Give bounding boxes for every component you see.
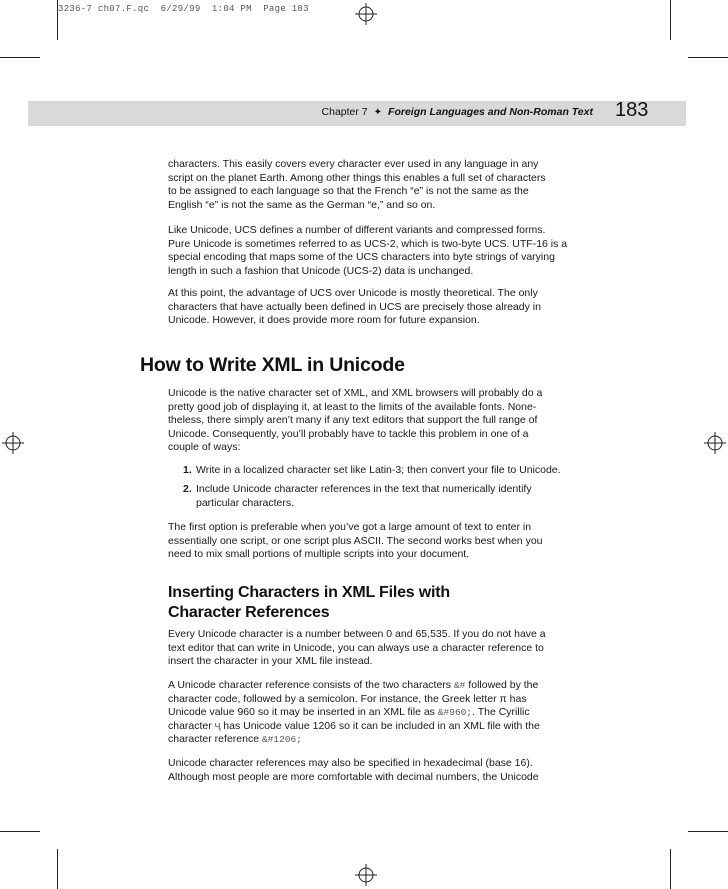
text-run: A Unicode character reference consists of the two characters — [168, 679, 454, 691]
paragraph — [168, 679, 590, 747]
crop-mark — [57, 0, 58, 40]
header-chapter: Chapter 7 — [321, 106, 368, 118]
subsection-heading — [168, 583, 450, 623]
text-line: Every Unicode character is a number between 0 and 65,535. If you do not have a — [168, 628, 546, 640]
list-text: Include Unicode character references in the text that numerically identify — [196, 483, 532, 495]
text-line: to be assigned to each language so that the French “e” is not the same as the — [168, 185, 529, 197]
text-line: essentially one script, or one script plus ASCII. The second works best when you — [168, 534, 543, 547]
registration-mark-icon — [355, 864, 377, 886]
print-slug: 3236-7 ch07.F.qc 6/29/99 1:04 PM Page 183 — [58, 4, 309, 14]
text-line: Like Unicode, UCS defines a number of different variants and compressed forms. — [168, 224, 546, 236]
text-run: character reference — [168, 733, 262, 745]
crop-mark — [670, 849, 671, 889]
text-run: character — [168, 719, 215, 732]
page-number: 183 — [615, 99, 649, 121]
registration-mark-icon — [2, 432, 24, 454]
paragraph — [168, 387, 590, 455]
text-line: Pure Unicode is sometimes referred to as UCS-2, which is two-byte UCS. UTF-16 is a — [168, 237, 568, 250]
text-line: insert the character in your XML file instead. — [168, 655, 373, 667]
text-line: length in such a fashion that Unicode (UCS-2) data is unchanged. — [168, 264, 474, 277]
registration-mark-icon — [704, 432, 726, 454]
text-line: Unicode is the native character set of XML, and XML browsers will probably do a — [168, 387, 543, 399]
text-line: pretty good job of displaying it, at least to the limits of the available fonts. None- — [168, 400, 537, 413]
text-line: characters. This easily covers every character ever used in any language in any — [168, 158, 539, 170]
text-line: text editor that can write in Unicode, you can always use a character reference to — [168, 641, 544, 654]
crop-mark — [688, 57, 728, 58]
list-number: 1. — [183, 464, 192, 476]
text-line — [168, 720, 590, 734]
text-line: The first option is preferable when you’ve got a large amount of text to enter in — [168, 521, 532, 533]
list-item — [183, 483, 589, 510]
text-line: theless, there simply aren’t many if any text editors that support the full range of — [168, 414, 538, 426]
text-run: . The Cyrillic — [472, 706, 530, 718]
text-line: character code, followed by a semicolon. For instance, the Greek letter π has — [168, 692, 527, 705]
cyrillic-glyph: Ҷ — [214, 720, 221, 732]
running-header — [322, 106, 593, 118]
text-line: need to mix small portions of multiple scripts into your document. — [168, 548, 470, 560]
paragraph — [168, 287, 590, 328]
section-heading: How to Write XML in Unicode — [140, 354, 405, 376]
code-snippet: &#1206; — [261, 734, 302, 745]
text-line: Although most people are more comfortable with decimal numbers, the Unicode — [168, 770, 539, 783]
header-separator-icon: ✦ — [373, 107, 383, 118]
list-item — [183, 464, 589, 478]
text-line: couple of ways: — [168, 441, 241, 453]
code-snippet: &# — [453, 680, 466, 691]
heading-line: Inserting Characters in XML Files with — [168, 584, 450, 601]
text-line — [168, 733, 590, 747]
text-line: Unicode character references may also be specified in hexadecimal (base 16). — [168, 757, 533, 769]
list-number: 2. — [183, 483, 192, 495]
list-text: Write in a localized character set like Latin-3; then convert your file to Unicode. — [196, 464, 561, 476]
text-line: Unicode. However, it does provide more room for future expansion. — [168, 314, 480, 326]
code-snippet: &#960; — [437, 707, 473, 718]
crop-mark — [0, 831, 40, 832]
paragraph — [168, 158, 590, 212]
text-line: characters that have actually been defined in UCS are precisely those already in — [168, 300, 541, 313]
crop-mark — [0, 57, 40, 58]
text-line: script on the planet Earth. Among other things this enables a full set of characters — [168, 171, 546, 184]
text-line — [168, 706, 590, 720]
text-line: At this point, the advantage of UCS over Unicode is mostly theoretical. The only — [168, 287, 538, 299]
heading-line: Character References — [168, 604, 330, 621]
registration-mark-icon — [355, 3, 377, 25]
paragraph — [168, 757, 590, 784]
text-line: English “e” is not the same as the German “e,” and so on. — [168, 198, 436, 211]
text-line: special encoding that maps some of the UCS characters into byte strings of varying — [168, 251, 555, 263]
list-text: particular characters. — [196, 496, 295, 509]
text-line — [168, 679, 590, 693]
paragraph — [168, 521, 590, 562]
header-chapter-title: Foreign Languages and Non-Roman Text — [388, 106, 593, 118]
crop-mark — [688, 831, 728, 832]
paragraph — [168, 628, 590, 669]
text-run: followed by the — [465, 679, 539, 691]
text-run: Unicode value 960 so it may be inserted in an XML file as — [168, 706, 438, 718]
crop-mark — [670, 0, 671, 40]
text-line: Unicode. Consequently, you’ll probably have to tackle this problem in one of a — [168, 427, 529, 440]
crop-mark — [57, 849, 58, 889]
text-run: has Unicode value 1206 so it can be included in an XML file with the — [220, 719, 540, 732]
paragraph — [168, 224, 590, 278]
